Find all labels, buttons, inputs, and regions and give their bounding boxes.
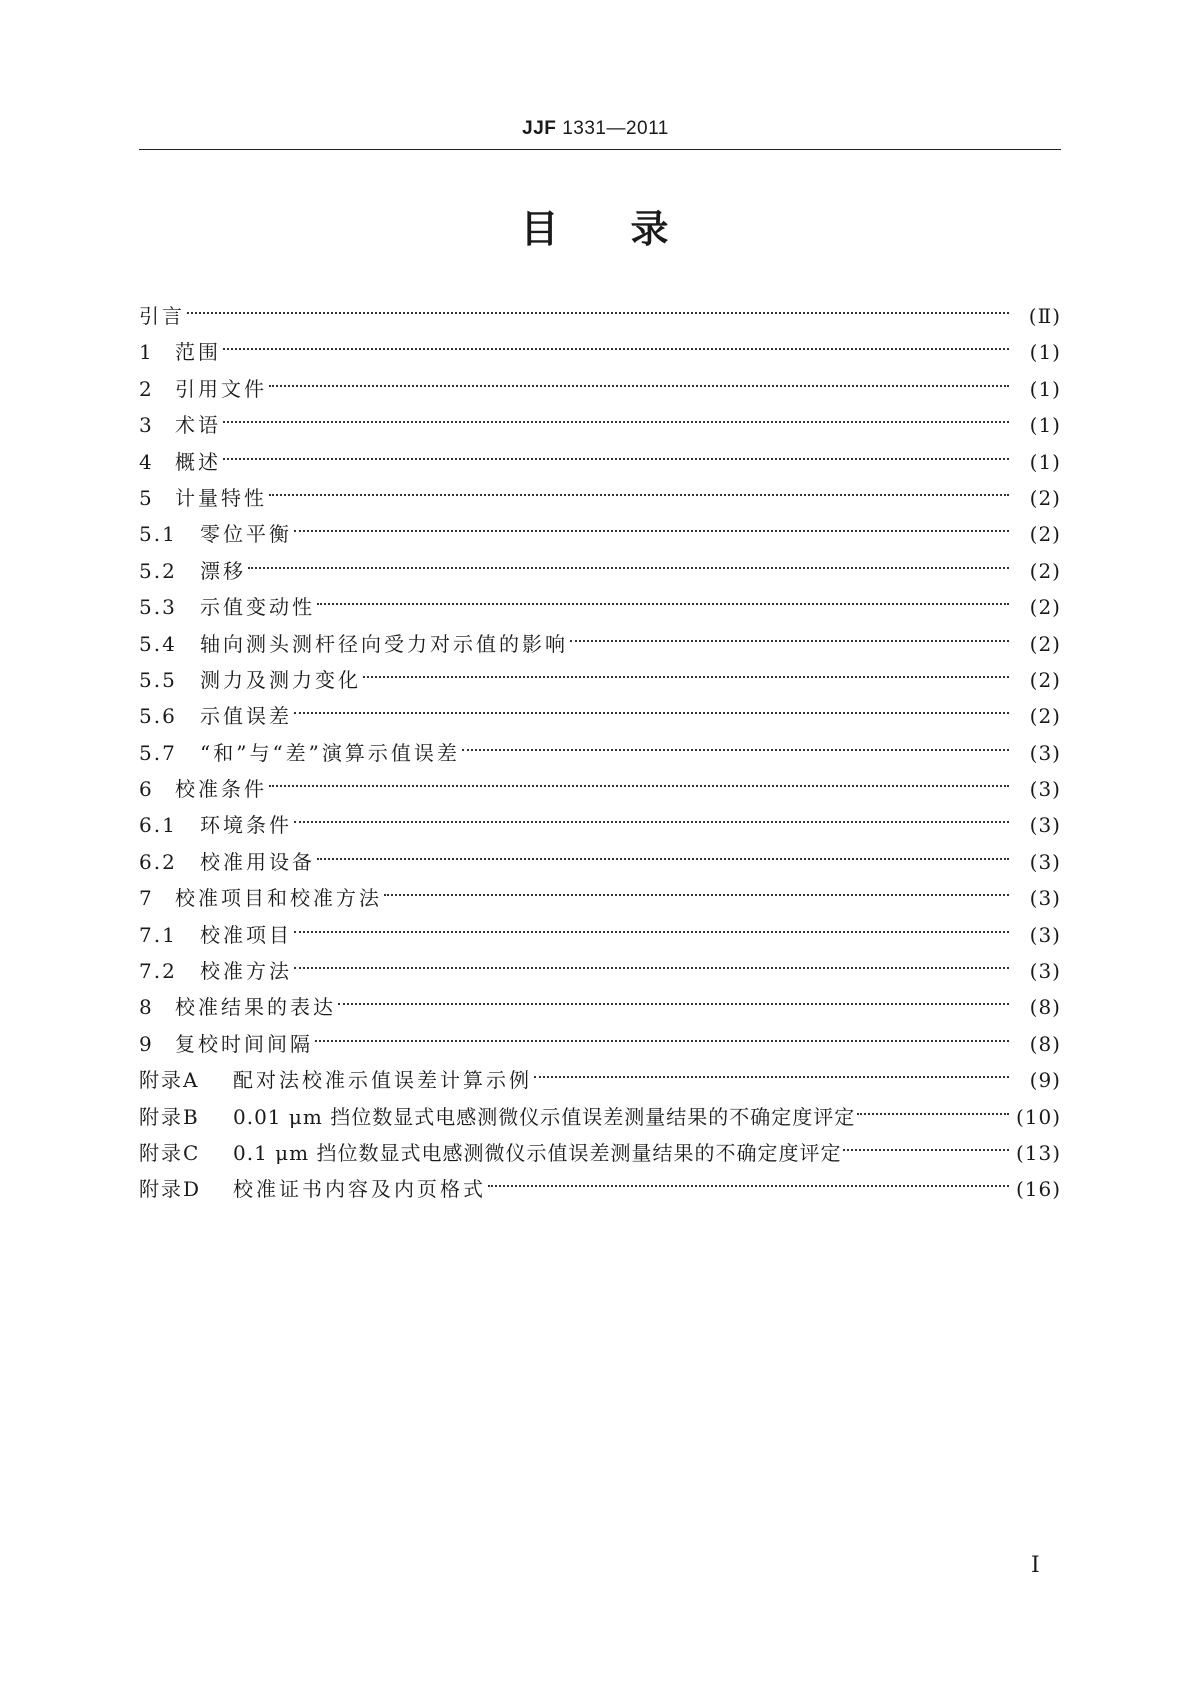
toc-entry-page: (3) <box>1029 886 1061 911</box>
toc-entry-page: (2) <box>1029 631 1061 656</box>
toc-entry-page: (1) <box>1029 340 1061 365</box>
toc-entry-label: “和”与“差”演算示值误差 <box>200 740 460 765</box>
toc-entry-page: (3) <box>1029 740 1061 765</box>
toc-dot-leader <box>338 978 1009 1014</box>
toc-entry-appendix-a[interactable] <box>139 1051 1061 1093</box>
toc-dot-leader <box>363 651 1009 687</box>
toc-dot-leader <box>317 833 1009 869</box>
toc-entry-number: 8 <box>139 995 154 1020</box>
toc-entry-page: (3) <box>1029 849 1061 874</box>
toc-entry-label: 计量特性 <box>175 485 267 510</box>
toc-entry-label: 概述 <box>175 449 221 474</box>
toc-entry-page: (2) <box>1029 558 1061 583</box>
toc-entry-number: 3 <box>139 413 154 438</box>
toc-entry-1[interactable] <box>139 323 1061 365</box>
toc-entry-4[interactable] <box>139 433 1061 474</box>
toc-dot-leader <box>294 505 1009 541</box>
toc-entry-label: 引言 <box>139 304 185 328</box>
toc-dot-leader <box>223 396 1009 432</box>
toc-entry-number: 6 <box>139 777 154 802</box>
page-title-char-1: 目 <box>520 207 561 251</box>
toc-entry-number: 4 <box>139 449 154 474</box>
toc-entry-page: (3) <box>1029 922 1061 947</box>
toc-entry-page: (2) <box>1029 485 1061 510</box>
toc-dot-leader <box>223 323 1009 359</box>
toc-entry-label: 校准条件 <box>175 777 267 802</box>
toc-dot-leader <box>534 1051 1009 1087</box>
toc-entry-5-3[interactable] <box>139 578 1061 620</box>
toc-entry-number: 附录B <box>139 1104 200 1129</box>
toc-entry-7-1[interactable] <box>139 906 1061 947</box>
toc-entry-5-5[interactable] <box>139 651 1061 692</box>
toc-entry-label: 校准用设备 <box>200 849 315 874</box>
document-code-prefix: JJF <box>522 118 557 139</box>
toc-entry-label: 示值变动性 <box>200 595 315 620</box>
toc-entry-number: 2 <box>139 376 154 401</box>
toc-entry-6-2[interactable] <box>139 833 1061 874</box>
toc-dot-leader <box>294 796 1009 832</box>
page-number: Ⅰ <box>1031 1553 1040 1578</box>
toc-entry-5-7[interactable] <box>139 724 1061 765</box>
toc-entry-label: 复校时间间隔 <box>175 1031 313 1056</box>
toc-entry-label: 零位平衡 <box>200 522 292 547</box>
toc-entry-label: 范围 <box>175 340 221 365</box>
toc-entry-label: 环境条件 <box>200 813 292 838</box>
toc-entry-label: 校准证书内容及内页格式 <box>233 1177 486 1202</box>
toc-entry-label: 配对法校准示值误差计算示例 <box>233 1068 532 1093</box>
toc-entry-number: 附录A <box>139 1068 200 1093</box>
toc-entry-number: 5.4 <box>139 631 177 656</box>
toc-dot-leader <box>857 1088 1009 1124</box>
toc-entry-2[interactable] <box>139 360 1061 401</box>
toc-entry-appendix-c[interactable] <box>139 1124 1061 1165</box>
toc-entry-label: 0.01 μm 挡位数显式电感测微仪示值误差测量结果的不确定度评定 <box>233 1104 856 1129</box>
toc-entry-label: 校准方法 <box>200 959 292 984</box>
toc-entry-number: 5.2 <box>139 558 177 583</box>
toc-dot-leader <box>223 433 1009 469</box>
toc-entry-page: (3) <box>1029 959 1061 984</box>
document-code-number: 1331—2011 <box>562 118 669 139</box>
toc-dot-leader <box>488 1160 1009 1196</box>
toc-entry-appendix-d[interactable] <box>139 1160 1061 1202</box>
toc-entry-number: 1 <box>139 340 154 365</box>
toc-entry-page: (2) <box>1029 595 1061 620</box>
toc-entry-page: (3) <box>1029 813 1061 838</box>
toc-entry-5[interactable] <box>139 469 1061 510</box>
toc-entry-number: 附录C <box>139 1140 201 1165</box>
toc-entry-appendix-b[interactable] <box>139 1088 1061 1129</box>
toc-entry-number: 5.5 <box>139 667 177 692</box>
toc-dot-leader <box>269 469 1009 505</box>
header-divider <box>139 149 1061 150</box>
toc-dot-leader <box>384 869 1009 905</box>
toc-entry-5-2[interactable] <box>139 542 1061 583</box>
toc-entry-number: 7 <box>139 886 154 911</box>
toc-entry-5-1[interactable] <box>139 505 1061 547</box>
toc-dot-leader <box>294 942 1009 978</box>
toc-entry-page: (2) <box>1029 704 1061 729</box>
toc-dot-leader <box>315 1015 1009 1051</box>
toc-entry-label: 测力及测力变化 <box>200 667 361 692</box>
toc-entry-page: (10) <box>1015 1104 1061 1129</box>
toc-entry-7-2[interactable] <box>139 942 1061 984</box>
toc-dot-leader <box>570 615 1009 651</box>
toc-entry-number: 附录D <box>139 1177 202 1202</box>
toc-entry-page: (16) <box>1015 1177 1061 1202</box>
toc-entry-number: 6.2 <box>139 849 177 874</box>
document-code <box>0 118 1191 140</box>
toc-entry-label: 校准项目和校准方法 <box>175 886 382 911</box>
toc-entry-9[interactable] <box>139 1015 1061 1056</box>
toc-entry-number: 6.1 <box>139 813 177 838</box>
toc-entry-5-4[interactable] <box>139 615 1061 656</box>
toc-entry-number: 7.1 <box>139 922 177 947</box>
toc-entry-page: (1) <box>1029 376 1061 401</box>
toc-dot-leader <box>462 724 1009 760</box>
toc-entry-number: 5.6 <box>139 704 177 729</box>
toc-entry-6[interactable] <box>139 760 1061 802</box>
toc-entry-3[interactable] <box>139 396 1061 438</box>
toc-entry-page: (2) <box>1029 667 1061 692</box>
toc-entry-page: (2) <box>1029 522 1061 547</box>
toc-entry-page: (8) <box>1029 995 1061 1020</box>
toc-dot-leader <box>294 906 1009 942</box>
toc-entry-label: 轴向测头测杆径向受力对示值的影响 <box>200 631 568 656</box>
toc-entry-page: (9) <box>1029 1068 1061 1093</box>
toc-dot-leader <box>843 1124 1009 1160</box>
toc-dot-leader <box>294 687 1009 723</box>
toc-entry-label: 术语 <box>175 413 221 438</box>
toc-entry-page: (3) <box>1029 777 1061 802</box>
toc-entry-number: 7.2 <box>139 959 177 984</box>
toc-entry-page: (8) <box>1029 1031 1061 1056</box>
page-title <box>0 198 1191 253</box>
toc-dot-leader <box>187 287 1009 323</box>
toc-entry-page: (1) <box>1029 413 1061 438</box>
toc-entry-6-1[interactable] <box>139 796 1061 838</box>
toc-dot-leader <box>269 760 1009 796</box>
toc-entry-5-6[interactable] <box>139 687 1061 729</box>
page-title-char-2: 录 <box>630 207 671 251</box>
toc-entry-label: 漂移 <box>200 558 246 583</box>
toc-entry-number: 5 <box>139 485 154 510</box>
toc-entry-8[interactable] <box>139 978 1061 1020</box>
toc-entry-label: 校准结果的表达 <box>175 995 336 1020</box>
toc-entry-page: (1) <box>1029 449 1061 474</box>
toc-dot-leader <box>317 578 1009 614</box>
toc-entry-number: 5.1 <box>139 522 177 547</box>
toc-entry-page: (13) <box>1015 1140 1061 1165</box>
toc-entry-intro[interactable] <box>139 287 1061 328</box>
toc-entry-label: 引用文件 <box>175 376 267 401</box>
toc-entry-number: 9 <box>139 1031 154 1056</box>
toc-entry-label: 0.1 μm 挡位数显式电感测微仪示值误差测量结果的不确定度评定 <box>233 1140 842 1165</box>
toc-entry-page: (Ⅱ) <box>1028 304 1061 328</box>
toc-entry-7[interactable] <box>139 869 1061 911</box>
toc-entry-number: 5.7 <box>139 740 177 765</box>
toc-entry-label: 示值误差 <box>200 704 292 729</box>
toc-entry-label: 校准项目 <box>200 922 292 947</box>
table-of-contents <box>139 287 1061 1202</box>
toc-dot-leader <box>248 542 1009 578</box>
toc-entry-number: 5.3 <box>139 595 177 620</box>
toc-dot-leader <box>269 360 1009 396</box>
